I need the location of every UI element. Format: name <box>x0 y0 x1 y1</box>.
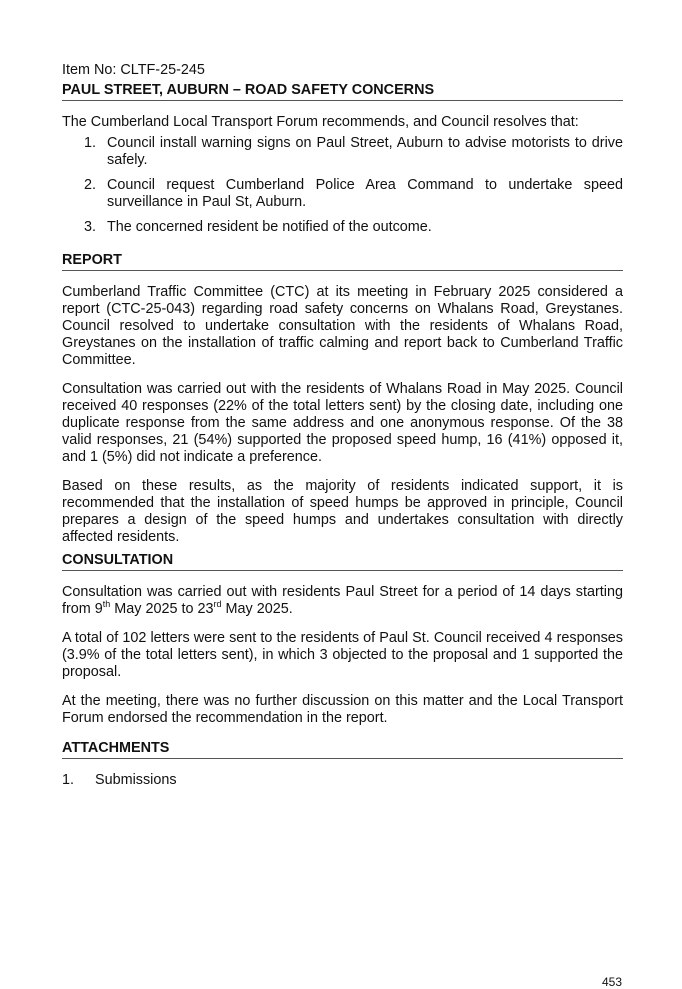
consultation-text: May 2025 to 23 <box>110 601 214 617</box>
item-title: PAUL STREET, AUBURN – ROAD SAFETY CONCERNS <box>62 82 623 101</box>
report-paragraph: Consultation was carried out with the residents of Whalans Road in May 2025. Council received 40 responses (22% of the total letters sent) by the closing date, including one duplicate response from the same address and one anonymous response. Of the 38 valid responses, 21 (54%) supported the proposed speed hump, 16 (41%) opposed it, and 1 (5%) did not indicate a preference. <box>62 381 623 465</box>
recommendation-number: 1. <box>84 135 97 151</box>
attachments-section <box>62 740 623 789</box>
consultation-section <box>62 552 623 727</box>
attachments-heading: ATTACHMENTS <box>62 740 623 759</box>
page-number: 453 <box>601 975 622 989</box>
recommendation-item <box>62 177 623 211</box>
attachment-label: Submissions <box>95 772 177 788</box>
recommendation-item <box>62 135 623 169</box>
recommendations-list <box>62 135 623 236</box>
consultation-paragraph <box>62 584 623 618</box>
consultation-heading: CONSULTATION <box>62 552 623 571</box>
superscript: th <box>102 599 111 610</box>
recommendation-text: Council request Cumberland Police Area Command to undertake speed surveillance in Paul St, Auburn. <box>107 177 623 210</box>
consultation-paragraph: At the meeting, there was no further discussion on this matter and the Local Transport Forum endorsed the recommendation in the report. <box>62 693 623 726</box>
recommendation-text: The concerned resident be notified of the outcome. <box>107 219 432 235</box>
report-paragraph: Cumberland Traffic Committee (CTC) at its meeting in February 2025 considered a report (CTC-25-043) regarding road safety concerns on Whalans Road, Greystanes. Council resolved to undertake consultation with the residents of Whalans Road, Greystanes on the installation of traffic calming and report back to Cumberland Traffic Committee. <box>62 284 623 368</box>
attachment-number: 1. <box>62 772 75 788</box>
recommendation-number: 3. <box>84 219 97 235</box>
item-number: Item No: CLTF-25-245 <box>62 62 205 78</box>
superscript: rd <box>213 599 222 610</box>
report-paragraph: Based on these results, as the majority of residents indicated support, it is recommended that the installation of speed humps be approved in principle, Council prepares a design of the speed humps and undertakes consultation with directly affected residents. <box>62 478 623 545</box>
report-heading: REPORT <box>62 252 623 271</box>
consultation-text: May 2025. <box>221 601 293 617</box>
consultation-text: Consultation was carried out with residents Paul Street for a period of 14 days starting from 9 <box>62 584 623 617</box>
consultation-paragraph: A total of 102 letters were sent to the residents of Paul St. Council received 4 responses (3.9% of the total letters sent), in which 3 objected to the proposal and 1 supported the proposal. <box>62 630 623 680</box>
report-section <box>62 252 623 546</box>
intro-text: The Cumberland Local Transport Forum recommends, and Council resolves that: <box>62 114 579 130</box>
recommendation-text: Council install warning signs on Paul Street, Auburn to advise motorists to drive safely. <box>107 135 623 168</box>
recommendation-item <box>62 219 623 236</box>
document-page <box>62 62 623 789</box>
recommendation-number: 2. <box>84 177 97 193</box>
attachment-item[interactable] <box>62 772 623 789</box>
